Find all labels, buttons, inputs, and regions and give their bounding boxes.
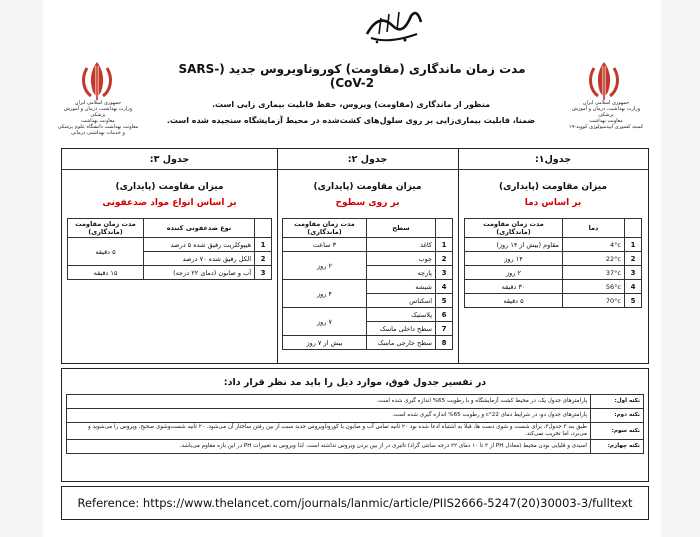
table1-basis: بر اساس دما — [524, 198, 582, 208]
table1-subtitle: میزان مقاومت (پایداری) — [498, 182, 608, 192]
table-row: 3 آب و صابون (دمای ۲۲ درجه) ۱۵ دقیقه — [68, 266, 272, 280]
table-row: 4 شیشه ۴ روز — [283, 280, 453, 294]
table-row: 2 چوب ۲ روز — [283, 252, 453, 266]
table-row: 8 سطح خارجی ماسک بیش از ۷ روز — [283, 336, 453, 350]
table-row: نکته سوم: طبق بند ۳ جدول۳، برای شست و شوی دست ها، قبلا به اشتباه ادعا شده بود ۲۰ ثانیه تماس آب و صابون با کوروناویروس جدید سبب از بین رفتن ساختار آن می‌شود. ۲۰ ثانیه شست‌وشوی صحیح، ویروس را می‌شوید و می‌برد، اما تخریب نمی‌کند. — [67, 423, 644, 440]
table3-title: جدول ۳: — [62, 149, 277, 170]
table-row: 2 22°c ۱۴ روز — [465, 252, 642, 266]
table-row: نکته دوم: پارامترهای جدول دو، در شرایط دمای 22°c و رطوبت 65% اندازه گیری شده است. — [67, 409, 644, 423]
table1-title: جدول۱: — [458, 149, 648, 170]
notes-panel — [61, 368, 649, 482]
table1-col-item: دما — [563, 219, 625, 238]
table3-panel — [61, 148, 278, 364]
table2-col-item: سطح — [367, 219, 436, 238]
document-sheet — [43, 0, 661, 537]
table2-subtitle: میزان مقاومت (پایداری) — [313, 182, 422, 192]
table1-grid — [464, 218, 642, 308]
table1-panel — [457, 148, 649, 364]
table-row: 1 هیپوکلریت رقیق شده ۵ درصد ۵ دقیقه — [68, 238, 272, 252]
right-org-caption: جمهوری اسلامی ایران وزارت بهداشت، درمان و آموزش پزشکی معاونت بهداشت کمیته کشوری اپیدمیولوژی کووید-۱۹ — [568, 100, 644, 130]
notes-title: در تفسیر جدول فوق، موارد ذیل را باید مد نظر قرار داد: — [223, 377, 487, 388]
table-row: نکته چهارم: اسیدی و قلیایی بودن محیط (معادل PH از ۳ تا ۱۰ دمای ۲۲ درجه سانتی گراد) تاثیری در از بین بردن ویروس نداشته است. لذا ویروس به تغییرات PH در این بازه مقاوم می‌باشد. — [67, 440, 644, 454]
table-row: 1 کاغذ ۳ ساعت — [283, 238, 453, 252]
basmala-calligraphy — [359, 4, 429, 46]
table2-basis: بر روی سطوح — [335, 198, 400, 208]
table1-col-time: مدت زمان مقاومت (ماندگاری) — [465, 219, 563, 238]
table2-panel — [276, 148, 459, 364]
table-row: نکته اول: پارامترهای جدول یک، در محیط کشت آزمایشگاه و با رطوبت 65% اندازه گیری شده است. — [67, 395, 644, 409]
table3-col-time: مدت زمان مقاومت (ماندگاری) — [68, 219, 144, 238]
notes-table — [66, 394, 644, 454]
header-line-2: ضمنا، قابلیت بیماری‌زایی بر روی سلول‌های کشت‌شده در محیط آزمایشگاه سنجیده شده است. — [166, 116, 536, 125]
table3-basis: بر اساس انواع مواد ضدعفونی — [102, 198, 237, 208]
header-line-1: منظور از ماندگاری (مقاومت) ویروس، حفظ قابلیت بیماری زایی است. — [211, 100, 491, 109]
iran-emblem-icon — [77, 58, 117, 104]
table2-grid — [282, 218, 453, 350]
table-row: 5 70°c ۵ دقیقه — [465, 294, 642, 308]
iran-emblem-icon — [584, 58, 624, 104]
table2-col-time: مدت زمان مقاومت (ماندگاری) — [283, 219, 367, 238]
reference-link[interactable]: Reference: https://www.thelancet.com/journals/lanmic/article/PIIS2666-5247(20)30003-3/fulltext — [61, 486, 649, 520]
table-row: 3 37°c ۲ روز — [465, 266, 642, 280]
table3-grid — [67, 218, 272, 280]
table-row: 6 پلاستیک ۷ روز — [283, 308, 453, 322]
table-row: 1 4°c مقاوم (بیش از ۱۴ روز) — [465, 238, 642, 252]
table-row: 2 الکل رقیق شده ۷۰ درصد — [68, 252, 272, 266]
table-row: 3 پارچه — [283, 266, 453, 280]
table3-col-item: نوع ضدعفونی کننده — [144, 219, 255, 238]
table2-title: جدول ۲: — [277, 149, 458, 170]
table-row: 4 56°c ۳۰ دقیقه — [465, 280, 642, 294]
left-org-caption: جمهوری اسلامی ایران وزارت بهداشت، درمان و آموزش پزشکی معاونت بهداشت معاونت بهداشت دانشگاه علوم پزشکی و خدمات بهداشتی درمانی — [57, 100, 139, 136]
page-title: مدت زمان ماندگاری (مقاومت) کوروناویروس جدید (SARS-CoV-2) — [178, 62, 526, 90]
table3-subtitle: میزان مقاومت (پایداری) — [115, 182, 224, 192]
table-row: 7 سطح داخلی ماسک — [283, 322, 453, 336]
table-row: 5 اسکناس — [283, 294, 453, 308]
